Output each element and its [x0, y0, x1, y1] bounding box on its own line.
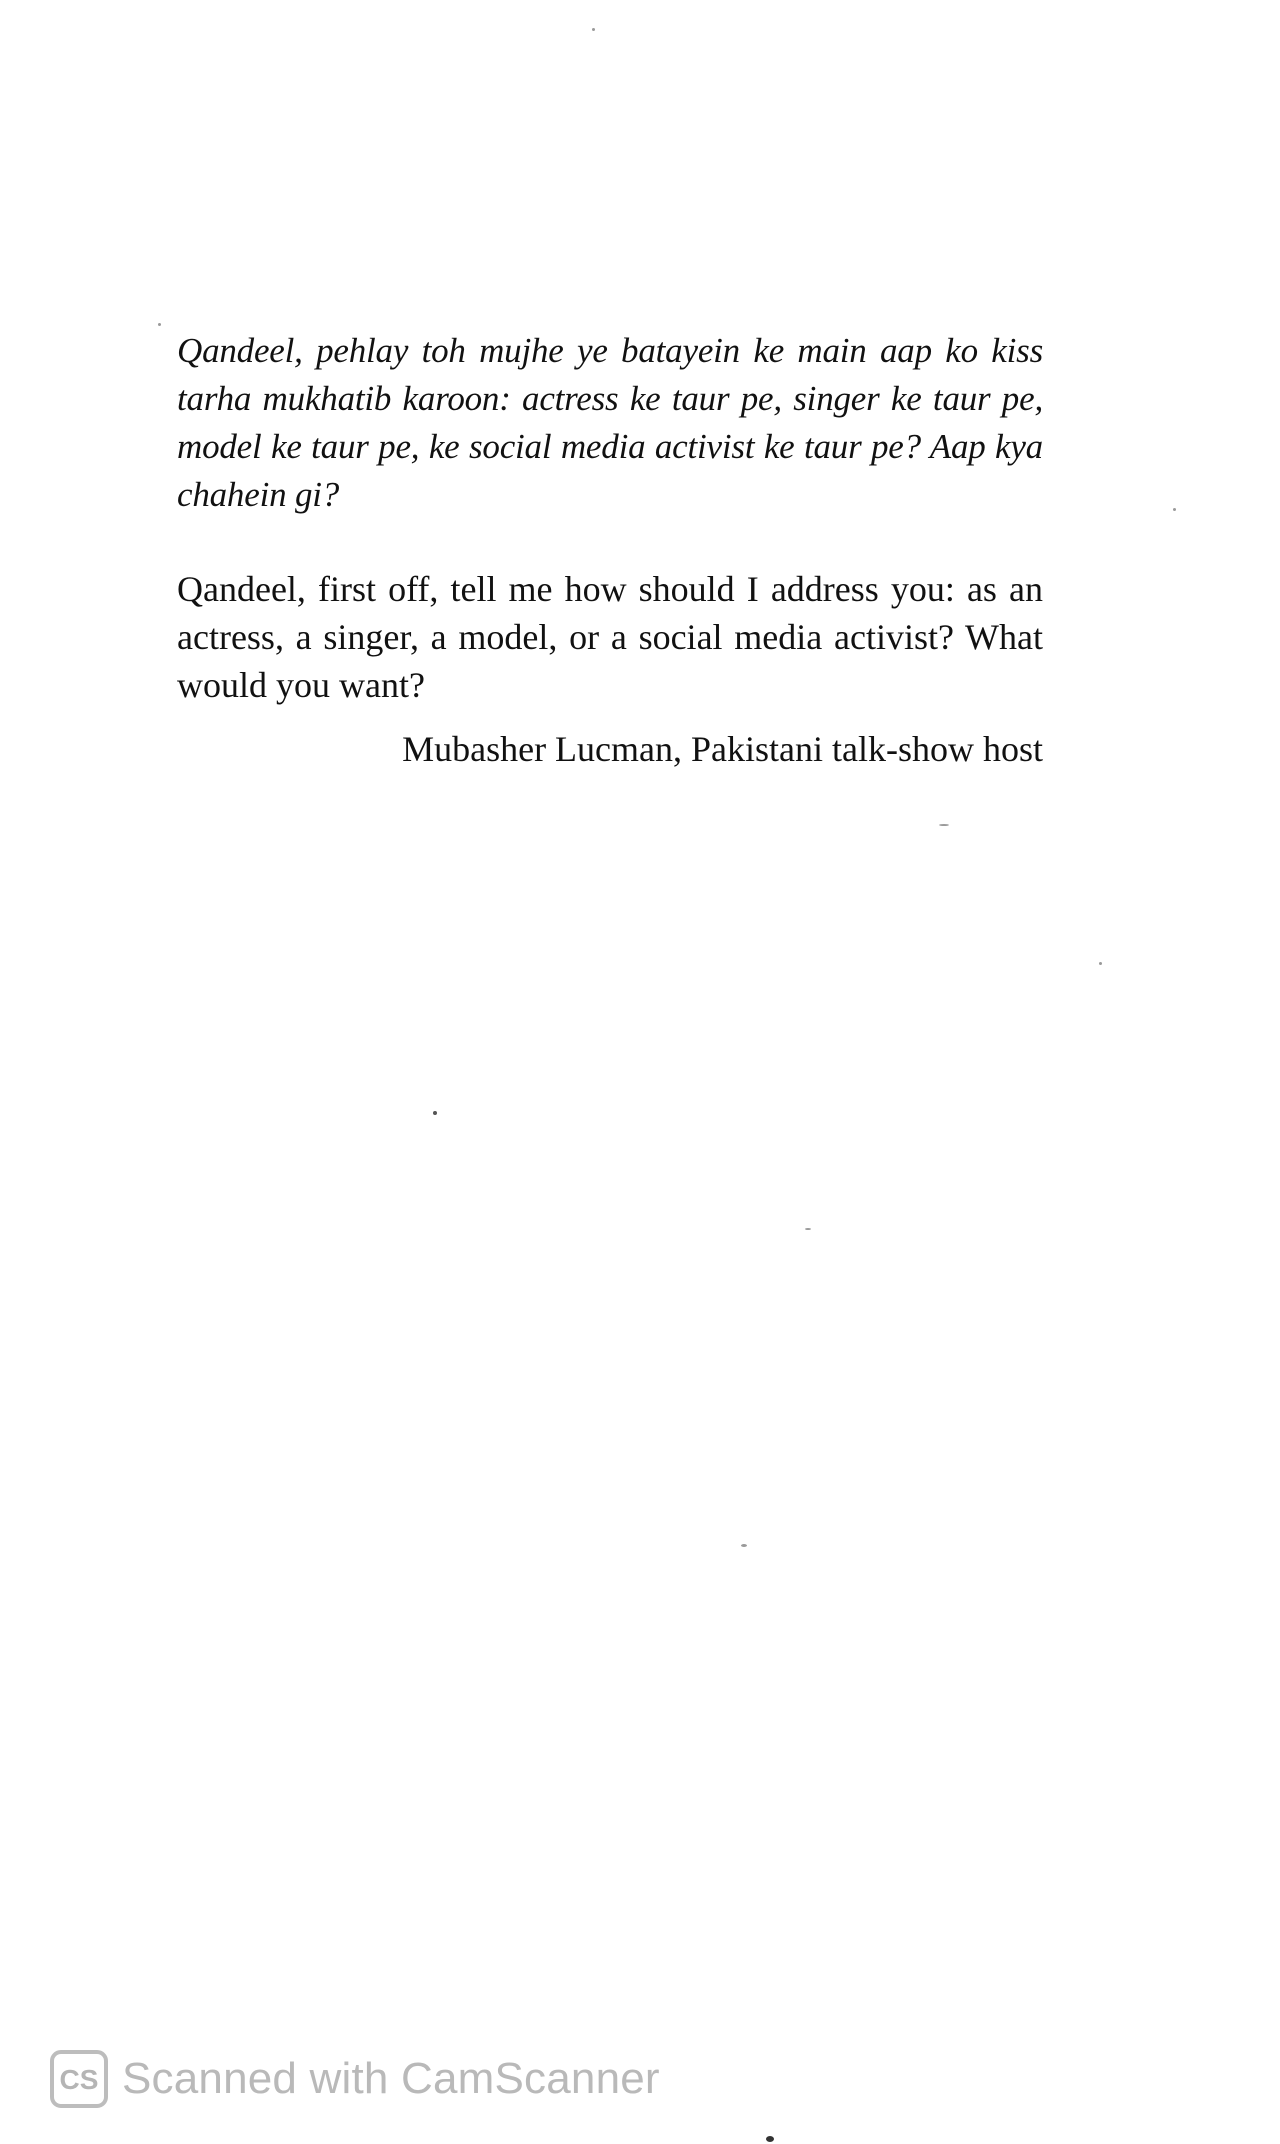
scan-speck: [1099, 962, 1102, 965]
scan-speck: [158, 323, 161, 326]
scan-speck: [939, 824, 949, 826]
scan-speck: [805, 1228, 811, 1230]
scan-speck: [592, 28, 595, 31]
camscanner-logo-icon: [50, 2050, 108, 2108]
scan-speck: [1173, 508, 1176, 511]
scan-speck: [766, 2136, 774, 2142]
epigraph-attribution: Mubasher Lucman, Pakistani talk-show host: [402, 729, 1043, 769]
scan-speck: [433, 1111, 437, 1115]
watermark-text: Scanned with CamScanner: [122, 2054, 660, 2103]
epigraph-urdu-text: Qandeel, pehlay toh mujhe ye batayein ke main aap ko kiss tarha mukhatib karoon: actress ke taur pe, singer ke taur pe, model ke taur pe, ke social media activist ke taur pe? Aap kya chahein gi?: [177, 331, 1043, 514]
epigraph-english-translation: Qandeel, first off, tell me how should I address you: as an actress, a singer, a model, or a social media activist? What would you want?: [177, 569, 1043, 705]
epigraph: [177, 327, 1043, 773]
camscanner-watermark: [50, 2050, 660, 2108]
scan-speck: [741, 1544, 747, 1547]
svg-text:CS: CS: [59, 2064, 99, 2095]
